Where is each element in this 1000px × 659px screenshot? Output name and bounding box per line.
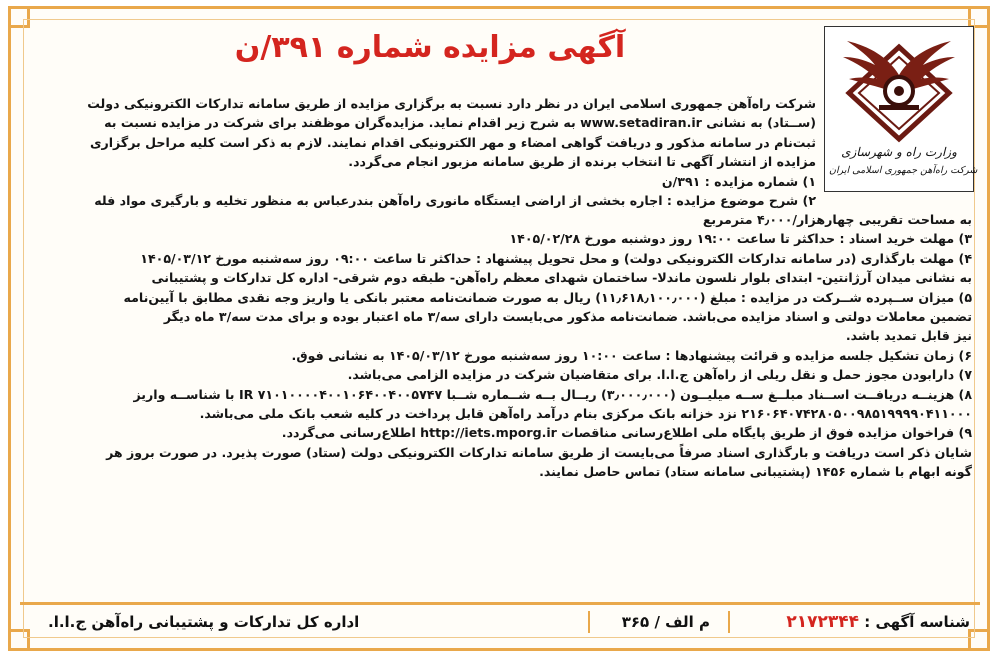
winged-wheel-icon [839, 35, 959, 145]
item-line: به نشانی میدان آرژانتین- ابتدای بلوار نلسون ماندلا- ساختمان شهدای معظم راه‌آهن- طبقه دوم شرقی- اداره کل تدارکات و پشتیبانی [151, 270, 972, 286]
footer-bar [20, 602, 980, 640]
item-line: ۴) مهلت بارگذاری (در سامانه تدارکات الکترونیکی دولت) و محل تحویل پیشنهاد : حداکثر تا ساعت ۰۹:۰۰ روز سه‌شنبه مورخ ۱۴۰۵/۰۳/۱۲ [140, 250, 972, 266]
item-line: ۵) میزان ســپرده شــرکت در مزایده : مبلغ (۱۱٫۶۱۸٫۱۰۰٫۰۰۰) ریال به صورت ضمانت‌نامه معتبر بانکی یا واریز وجه نقدی مطابق با آیین‌نامه [123, 289, 972, 305]
logo-ministry-text: وزارت راه و شهرسازی [841, 145, 957, 159]
footer-divider [728, 611, 730, 633]
item-line: ۲۱۶۰۶۴۰۷۴۲۸۰۵۰۰۹۸۵۱۹۹۹۹۰۴۱۱۰۰۰ نزد خزانه بانک مرکزی بنام درآمد راه‌آهن قابل پرداخت در کلیه شعب بانک ملی می‌باشد. [199, 406, 972, 422]
item-line: شایان ذکر است دریافت و بارگذاری اسناد صرفاً می‌بایست از طریق سامانه تدارکات الکترونیکی دولت (ستاد) صورت پذیرد. در صورت بروز هر [106, 444, 972, 460]
intro-line: شرکت راه‌آهن جمهوری اسلامی ایران در نظر دارد نسبت به برگزاری مزایده از طریق سامانه تدارکات الکترونیکی دولت [87, 96, 816, 111]
item-auction-number: ۱) شماره مزایده : ۳۹۱/ن [661, 173, 816, 189]
department-name: اداره کل تدارکات و پشتیبانی راه‌آهن ج.ا.ا. [48, 613, 360, 631]
intro-line: ثبت‌نام در سامانه مذکور و دریافت گواهی امضاء و مهر الکترونیکی اقدام نمایند. لازم به ذکر است کلیه مراحل برگزاری [89, 134, 816, 150]
item-line: تضمین معاملات دولتی و اسناد مزایده می‌باشد. ضمانت‌نامه مذکور می‌بایست دارای سه/۳ ماه اعتبار بوده و برای مدت سه/۳ ماه دیگر [163, 309, 972, 325]
item-line: گونه ابهام با شماره ۱۴۵۶ (پشتیبانی سامانه ستاد) تماس حاصل نمایند. [539, 464, 972, 480]
items-section [32, 210, 972, 482]
item-line: ۶) زمان تشکیل جلسه مزایده و قرائت پیشنهادها : ساعت ۱۰:۰۰ روز سه‌شنبه مورخ ۱۴۰۵/۰۳/۱۲ به نشانی فوق. [291, 347, 972, 363]
logo-box [824, 26, 978, 192]
logo-company-text: شرکت راه‌آهن جمهوری اسلامی ایران [829, 165, 978, 176]
notice-id-label: شناسه آگهی : [864, 613, 970, 631]
footer-divider [588, 611, 590, 633]
item-subject: ۲) شرح موضوع مزایده : اجاره بخشی از اراضی ایستگاه مانوری راه‌آهن بندرعباس به منظور تخلیه و بارگیری مواد فله [94, 193, 816, 209]
intro-line: (ســتاد) به نشانی www.setadiran.ir به شرح زیر اقدام نماید. مزایده‌گران موظفند برای شرکت در مزایده نسبت به [104, 115, 816, 131]
notice-id-value: ۲۱۷۲۳۴۴ [786, 612, 860, 632]
item-line: به مساحت تقریبی چهارهزار/۴٫۰۰۰ مترمربع [702, 212, 972, 227]
item-line: ۷) دارابودن مجوز حمل و نقل ریلی از راه‌آهن ج.ا.ا. برای متقاضیان شرکت در مزایده الزامی می‌باشد. [347, 367, 972, 383]
item-line: ۹) فراخوان مزایده فوق از طریق پایگاه ملی اطلاع‌رسانی مناقصات http://iets.mporg.ir اطلاع‌رسانی می‌گردد. [281, 425, 972, 441]
item-line: ۸) هزینــه دریافــت اســناد مبلــغ ســه میلیــون (۳٫۰۰۰٫۰۰۰) ریــال بــه شــماره شــبا IR ۷۱۰۱۰۰۰۰۴۰۰۱۰۶۴۰۰۴۰۰۵۷۴۷ با شناســه واریز [133, 386, 972, 402]
intro-line: مزایده از انتشار آگهی تا انتخاب برنده از طریق سامانه مزبور انجام می‌گردد. [348, 154, 816, 170]
page-title: آگهی مزایده شماره ۳۹۱/ن [234, 30, 626, 65]
intro-paragraph [32, 94, 816, 210]
notice-id [786, 605, 970, 639]
item-line: ۳) مهلت خرید اسناد : حداکثر تا ساعت ۱۹:۰۰ روز دوشنبه مورخ ۱۴۰۵/۰۲/۲۸ [509, 231, 972, 247]
item-line: نیز قابل تمدید باشد. [845, 328, 972, 344]
notice-code: م الف / ۳۶۵ [621, 613, 710, 631]
